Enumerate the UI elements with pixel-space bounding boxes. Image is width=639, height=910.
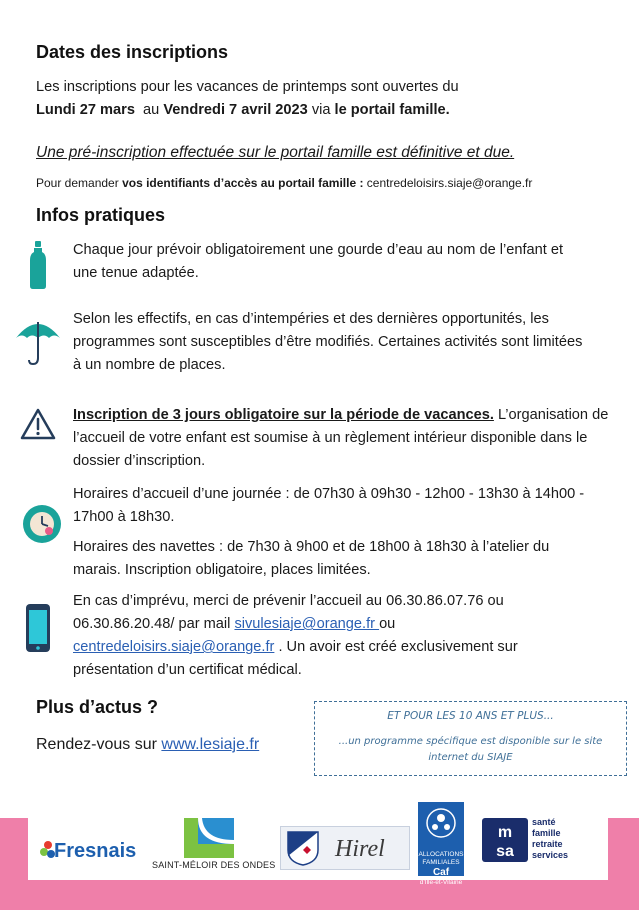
start-date: Lundi 27 mars: [36, 102, 135, 118]
dates-line-1: Les inscriptions pour les vacances de printemps sont ouvertes du: [36, 79, 459, 95]
warning-icon: [20, 408, 56, 440]
teen-box-text: ...un programme spécifique est disponible sur le site internet du SIAJE: [338, 736, 603, 763]
visit-line: Rendez-vous sur www.lesiaje.fr: [36, 736, 260, 753]
phone-line-2: 06.30.86.20.48/ par mail sivulesiaje@orange.fr ou: [73, 616, 396, 632]
msa-logo-text: santé famille retraite services: [532, 817, 569, 860]
shuttle-line-2: marais. Inscription obligatoire, places limitées.: [73, 562, 371, 578]
mail-link-sivulesiaje[interactable]: sivulesiaje@orange.fr: [234, 616, 380, 632]
water-bottle-icon: [30, 241, 46, 289]
warning-line-1: Inscription de 3 jours obligatoire sur la période de vacances. L’organisation de: [73, 407, 609, 423]
portal-mention: le portail famille.: [334, 102, 450, 118]
msa-logo-icon: [482, 818, 528, 862]
weather-line-3: à un nombre de places.: [73, 357, 226, 373]
phone-line-3: centredeloisirs.siaje@orange.fr . Un avoir est créé exclusivement sur: [73, 639, 518, 655]
clock-icon: [22, 504, 62, 544]
weather-line-2: programmes sont susceptibles d’être modifiés. Certaines activités sont limitées: [73, 334, 583, 350]
teen-box-heading: ET POUR LES 10 ANS ET PLUS...: [387, 710, 554, 722]
section-title-actus: Plus d’actus ?: [36, 697, 159, 717]
mandatory-registration: Inscription de 3 jours obligatoire sur la période de vacances.: [73, 407, 494, 423]
saint-meloir-logo-text: SAINT-MÉLOIR DES ONDES: [152, 860, 276, 870]
preinscription-note: Une pré-inscription effectuée sur le portail famille est définitive et due.: [36, 144, 515, 161]
hours-line-1: Horaires d’accueil d’une journée : de 07h30 à 09h30 - 12h00 - 13h30 à 14h00 -: [73, 486, 585, 502]
mail-link-centredeloisirs[interactable]: centredeloisirs.siaje@orange.fr: [73, 639, 275, 655]
warning-line-2: l’accueil de votre enfant est soumise à un règlement intérieur disponible dans le: [73, 430, 588, 446]
dates-line-2: Lundi 27 mars au Vendredi 7 avril 2023 via le portail famille.: [36, 102, 450, 118]
contact-line: Pour demander vos identifiants d’accès au portail famille : centredeloisirs.siaje@orange.fr: [36, 176, 533, 190]
teen-program-box: [314, 701, 627, 776]
water-line-2: une tenue adaptée.: [73, 265, 199, 281]
svg-text:sa: sa: [496, 843, 514, 860]
warning-line-3: dossier d’inscription.: [73, 453, 206, 469]
contact-email: centredeloisirs.siaje@orange.fr: [366, 176, 533, 190]
svg-text:m: m: [497, 824, 513, 841]
hirel-crest-icon: [286, 830, 320, 866]
website-link[interactable]: www.lesiaje.fr: [161, 736, 260, 753]
fresnais-logo-text: Fresnais: [54, 840, 137, 862]
hours-line-2: 17h00 à 18h30.: [73, 509, 175, 525]
caf-logo-icon: [426, 808, 456, 838]
phone-line-1: En cas d’imprévu, merci de prévenir l’accueil au 06.30.86.07.76 ou: [73, 593, 504, 609]
phone-line-4: présentation d’un certificat médical.: [73, 662, 302, 678]
umbrella-icon: [14, 318, 62, 368]
shuttle-line-1: Horaires des navettes : de 7h30 à 9h00 et de 18h00 à 18h30 à l’atelier du: [73, 539, 550, 555]
weather-line-1: Selon les effectifs, en cas d’intempéries et des dernières opportunités, les: [73, 311, 549, 327]
section-title-infos: Infos pratiques: [36, 205, 166, 225]
end-date: Vendredi 7 avril 2023: [163, 102, 308, 118]
section-title-dates: Dates des inscriptions: [36, 42, 229, 62]
hirel-logo-text: Hirel: [335, 836, 385, 862]
caf-logo-text: ALLOCATIONS FAMILIALES Caf d’Ille-et-Vilaine: [418, 851, 464, 886]
water-line-1: Chaque jour prévoir obligatoirement une gourde d’eau au nom de l’enfant et: [73, 242, 564, 258]
phone-icon: [26, 604, 50, 652]
saint-meloir-logo-icon: [184, 818, 234, 858]
